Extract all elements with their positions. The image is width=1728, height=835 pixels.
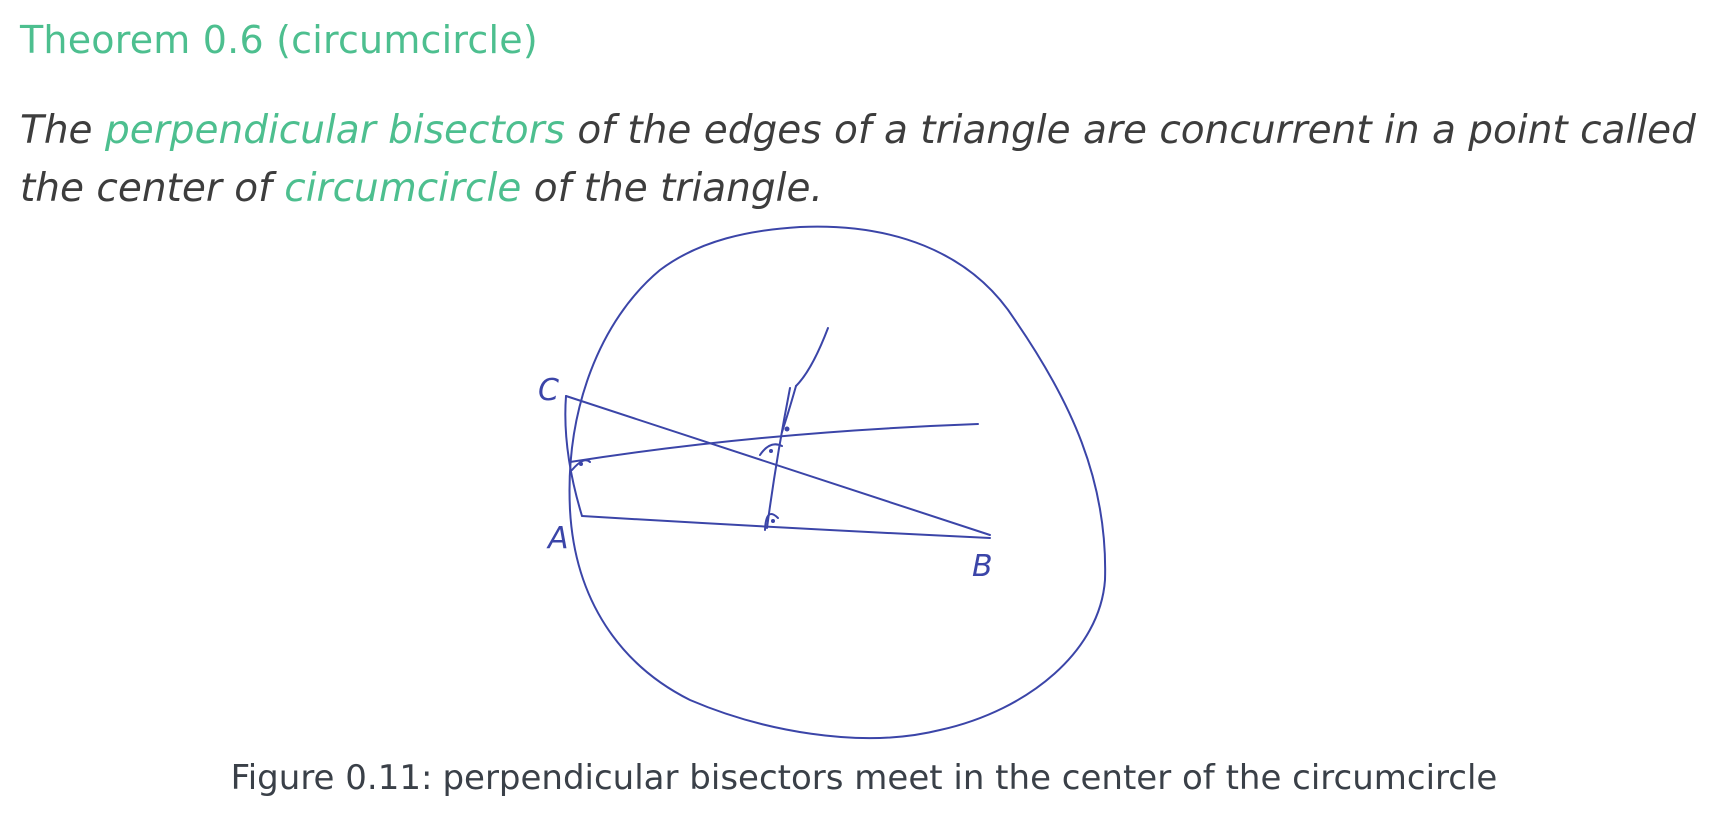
circumcircle-drawing [538, 210, 1120, 730]
term-perpendicular-bisectors: perpendicular bisectors [104, 108, 565, 153]
figure-caption [0, 758, 1728, 798]
edge-ca [565, 396, 582, 516]
bisector-ab [767, 388, 790, 528]
bisector-cb [796, 328, 828, 386]
statement-text-end: of the triangle. [533, 166, 823, 211]
edge-cb [566, 396, 990, 535]
vertex-label-b: B [972, 549, 993, 584]
right-angle-dot-ca [579, 462, 583, 466]
vertex-label-c: C [538, 373, 559, 408]
edge-ab [582, 516, 990, 538]
statement-text-start: The [20, 108, 93, 153]
right-angle-dot-cb [769, 449, 773, 453]
figure-sketch [538, 210, 1120, 730]
statement-text-middle: of the edges of a triangle are concurrent in a point called the center of [20, 108, 1696, 211]
term-circumcircle: circumcircle [284, 166, 522, 211]
theorem-title: Theorem 0.6 (circumcircle) [20, 18, 538, 62]
vertex-label-a: A [548, 521, 569, 556]
bisector-ca [570, 424, 978, 462]
right-angle-dot-ab [771, 519, 775, 523]
circumcenter-point [785, 427, 790, 432]
caption-text: perpendicular bisectors meet in the center of the circumcircle [442, 758, 1498, 798]
circumcircle [570, 227, 1106, 738]
theorem-statement [20, 102, 1720, 218]
caption-label: Figure 0.11: [230, 758, 433, 798]
